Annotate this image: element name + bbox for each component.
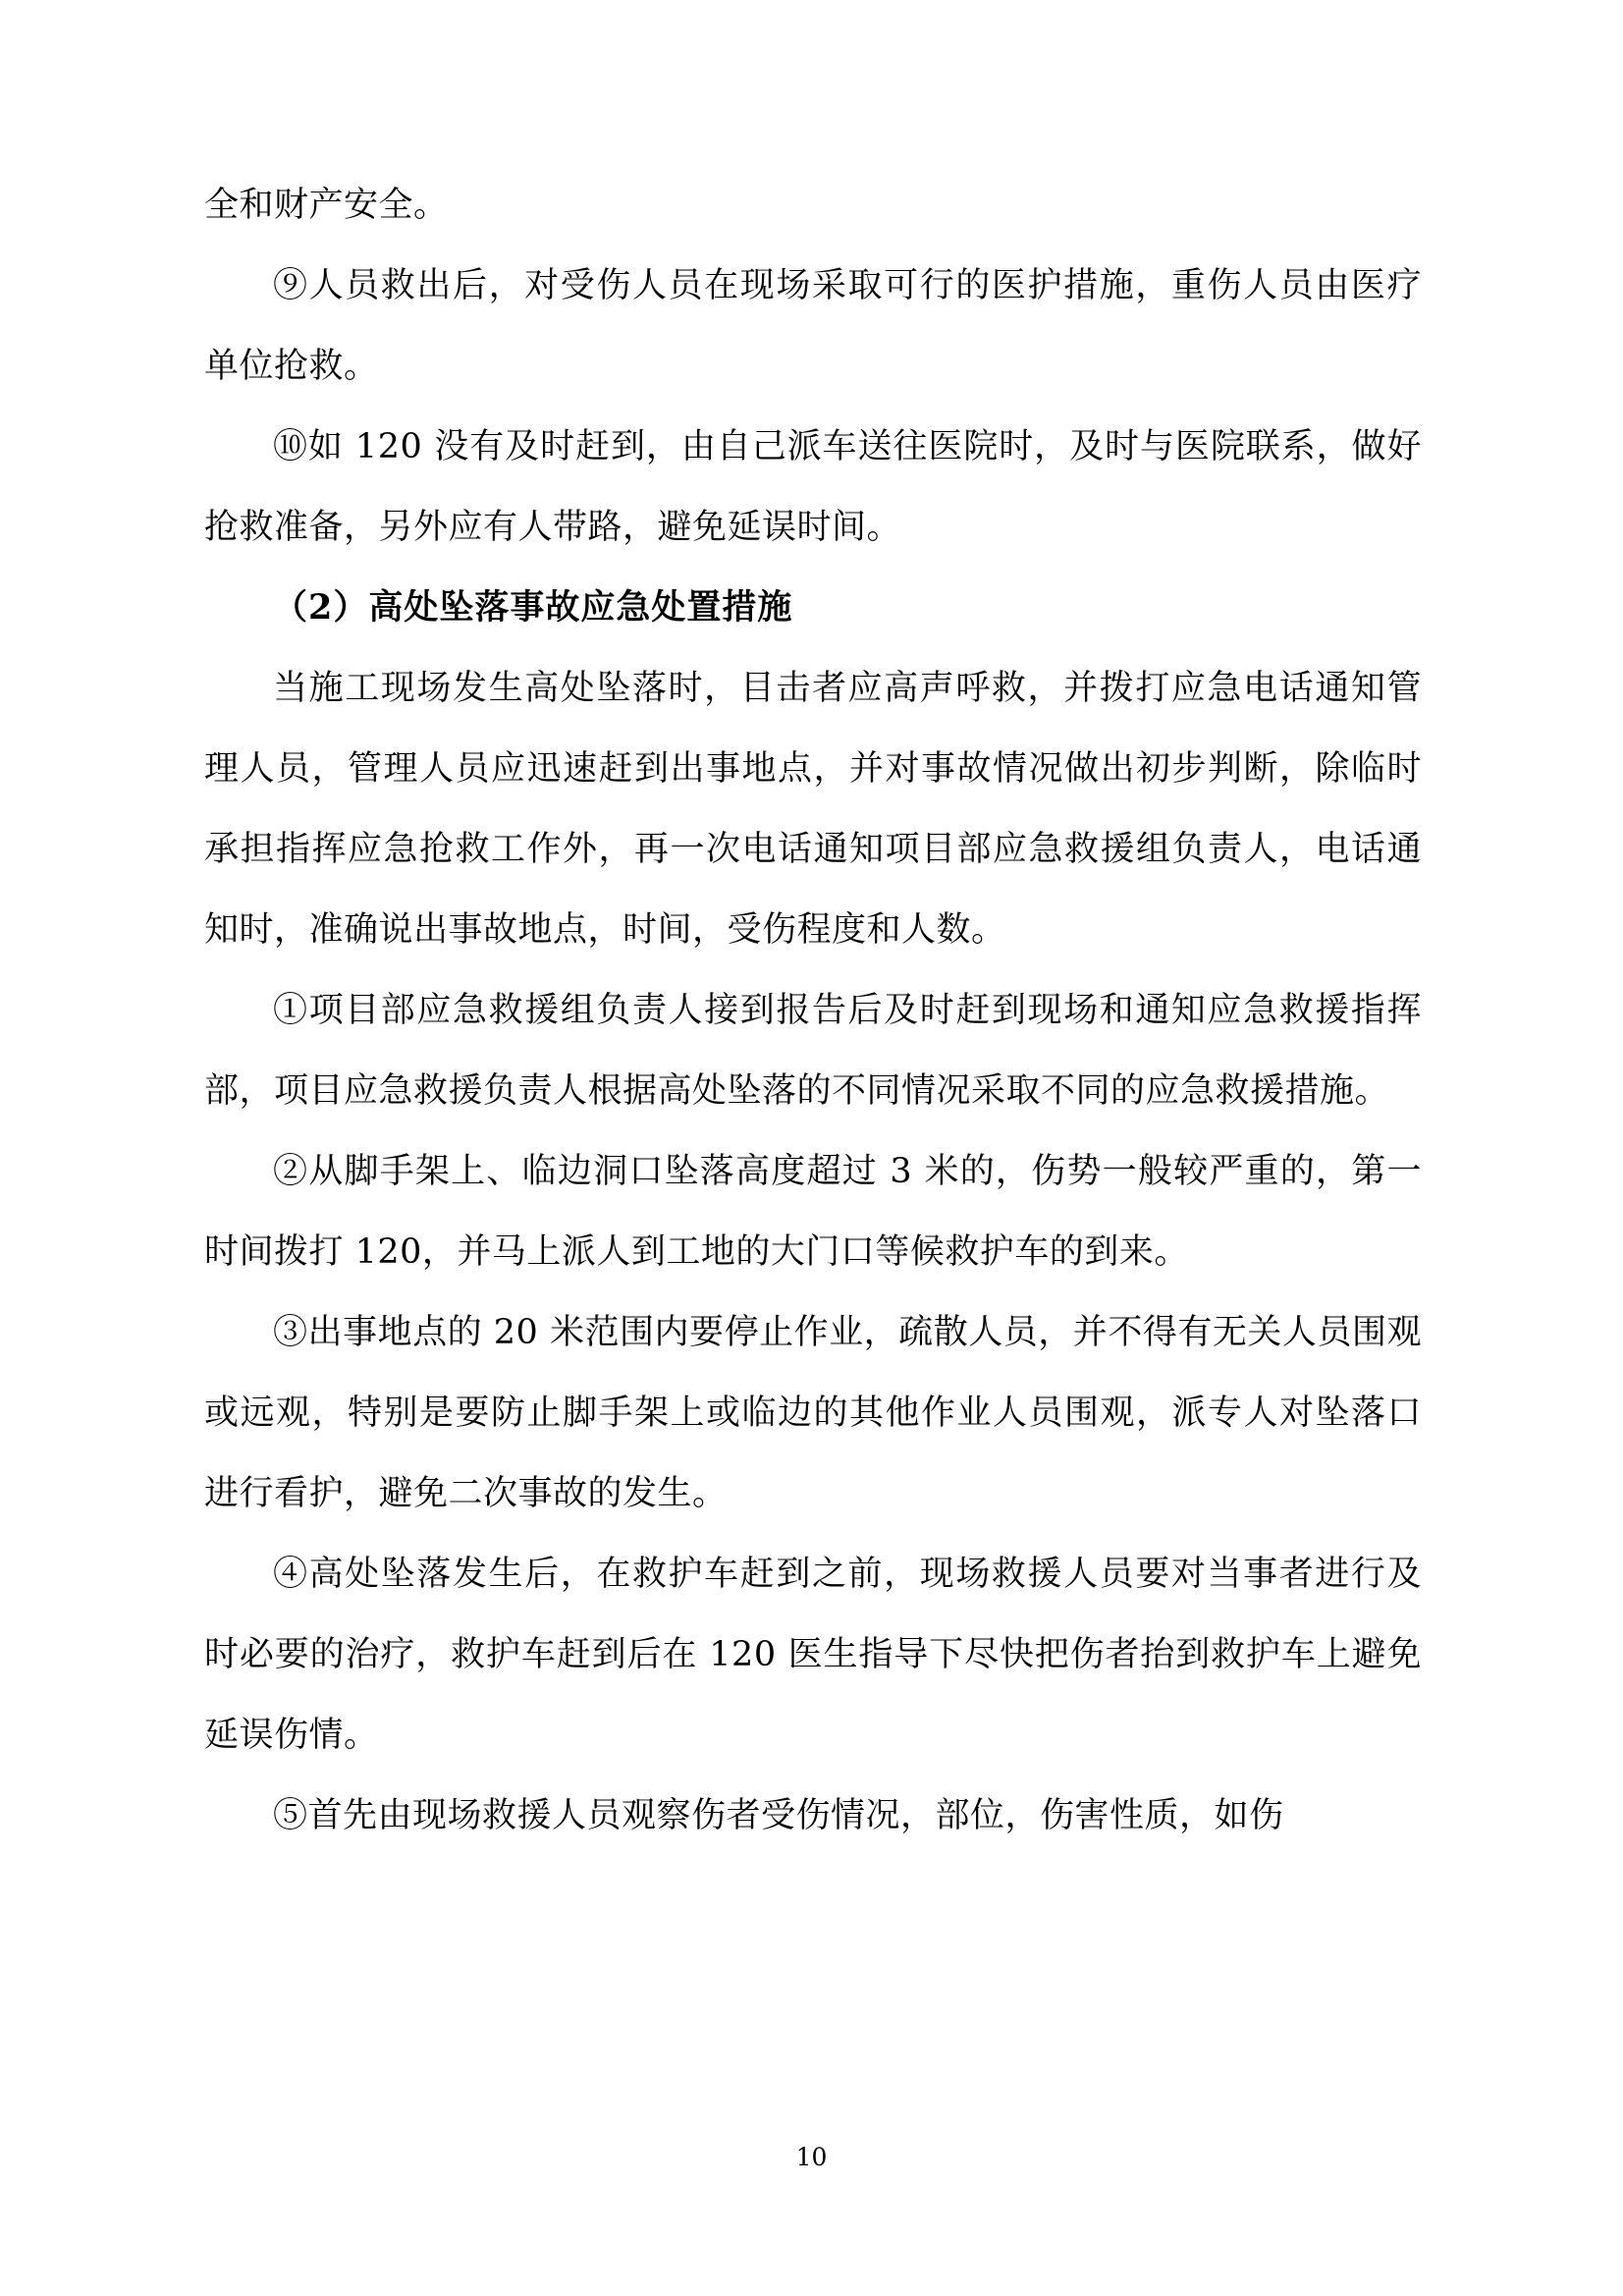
- paragraph-item-3: ③出事地点的 20 米范围内要停止作业，疏散人员，并不得有无关人员围观或远观，特别是要防止脚手架上或临边的其他作业人员围观，派专人对坠落口进行看护，避免二次事故的发生。: [204, 1313, 1422, 1513]
- paragraph-item-5: ⑤首先由现场救援人员观察伤者受伤情况，部位，伤害性质，如伤: [273, 1796, 1284, 1835]
- paragraph-item-2: ②从脚手架上、临边洞口坠落高度超过 3 米的，伤势一般较严重的，第一时间拨打 120，并马上派人到工地的大门口等候救护车的到来。: [204, 1152, 1422, 1272]
- page-body: [204, 165, 1422, 1856]
- paragraph-item-9: ⑨人员救出后，对受伤人员在现场采取可行的医护措施，重伤人员由医疗单位抢救。: [204, 266, 1422, 386]
- paragraph-item-10: ⑩如 120 没有及时赶到，由自己派车送往医院时，及时与医院联系，做好抢救准备，另外应有人带路，避免延误时间。: [204, 427, 1422, 547]
- paragraph-intro: 当施工现场发生高处坠落时，目击者应高声呼救，并拨打应急电话通知管理人员，管理人员应迅速赶到出事地点，并对事故情况做出初步判断，除临时承担指挥应急抢救工作外，再一次电话通知项目部应急救援组负责人，电话通知时，准确说出事故地点，时间，受伤程度和人数。: [204, 669, 1422, 950]
- page-number: 10: [795, 2143, 828, 2171]
- section-heading-2: （2）高处坠落事故应急处置措施: [273, 587, 793, 628]
- paragraph-continuation: 全和财产安全。: [204, 186, 449, 225]
- paragraph-item-4: ④高处坠落发生后，在救护车赶到之前，现场救援人员要对当事者进行及时必要的治疗，救护车赶到后在 120 医生指导下尽快把伤者抬到救护车上避免延误伤情。: [204, 1555, 1422, 1755]
- paragraph-item-1: ①项目部应急救援组负责人接到报告后及时赶到现场和通知应急救援指挥部，项目应急救援负责人根据高处坠落的不同情况采取不同的应急救援措施。: [204, 991, 1422, 1111]
